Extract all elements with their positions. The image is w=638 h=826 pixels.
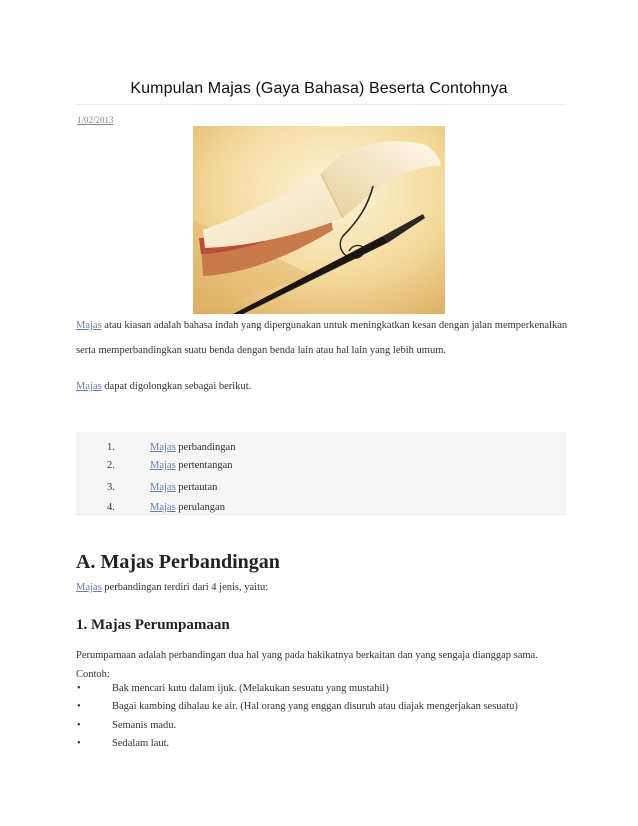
- intro-paragraph-line-2: serta memperbandingkan suatu benda dengan benda lain atau hal lain yang lebih umum.: [76, 345, 447, 356]
- classification-text: dapat digolongkan sebagai berikut.: [101, 381, 252, 392]
- majas-link[interactable]: Majas: [76, 381, 102, 392]
- example-text: Sedalam laut.: [112, 738, 170, 749]
- list-item-number: 1.: [107, 442, 115, 453]
- list-item-label: pertautan: [175, 482, 218, 493]
- section-1-heading: 1. Majas Perumpamaan: [76, 617, 230, 633]
- classification-paragraph: [76, 381, 251, 392]
- bullet-icon: •: [77, 738, 81, 749]
- section-a-text: perbandingan terdiri dari 4 jenis, yaitu:: [101, 582, 269, 593]
- bullet-icon: •: [77, 720, 81, 731]
- example-text: Bagai kambing dihalau ke air. (Hal orang yang enggan disuruh atau diajak mengerjakan sesuatu): [112, 701, 518, 712]
- post-date-link[interactable]: 1/02/2013: [77, 115, 114, 125]
- majas-link[interactable]: Majas: [76, 320, 102, 331]
- list-item-label: pertentangan: [175, 460, 233, 471]
- examples-label: Contoh:: [76, 669, 110, 680]
- intro-text: atau kiasan adalah bahasa indah yang dipergunakan untuk meningkatkan kesan dengan jalan memperkenalkan: [101, 320, 568, 331]
- article-title: Kumpulan Majas (Gaya Bahasa) Beserta Contohnya: [130, 80, 508, 97]
- hero-image: [193, 126, 445, 314]
- majas-link[interactable]: Majas: [76, 582, 102, 593]
- list-item-number: 3.: [107, 482, 115, 493]
- section-a-heading: A. Majas Perbandingan: [76, 551, 280, 573]
- majas-link[interactable]: Majas: [150, 442, 176, 453]
- list-item-number: 2.: [107, 460, 115, 471]
- example-text: Bak mencari kutu dalam ijuk. (Melakukan sesuatu yang mustahil): [112, 683, 389, 694]
- intro-paragraph-line-1: [76, 320, 567, 331]
- list-item-label: perulangan: [175, 502, 225, 513]
- bullet-icon: •: [77, 701, 81, 712]
- list-item-number: 4.: [107, 502, 115, 513]
- majas-types-list: [76, 432, 566, 515]
- perumpamaan-definition: Perumpamaan adalah perbandingan dua hal yang pada hakikatnya berkaitan dan yang sengaja dianggap sama.: [76, 650, 538, 661]
- majas-link[interactable]: Majas: [150, 482, 176, 493]
- list-item-label: perbandingan: [175, 442, 236, 453]
- section-a-description: [76, 582, 268, 593]
- majas-link[interactable]: Majas: [150, 502, 176, 513]
- majas-link[interactable]: Majas: [150, 460, 176, 471]
- title-divider: [76, 104, 566, 105]
- bullet-icon: •: [77, 683, 81, 694]
- example-text: Semanis madu.: [112, 720, 177, 731]
